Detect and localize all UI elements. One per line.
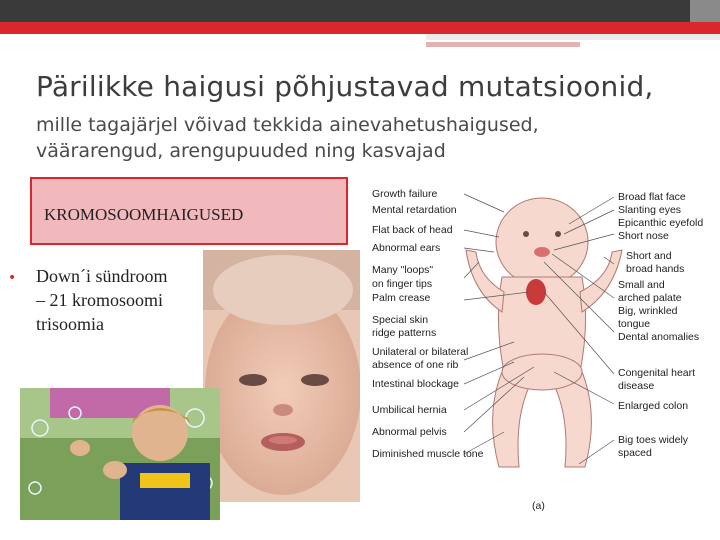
- section-box: [30, 177, 348, 245]
- diagram-label: disease: [618, 380, 655, 392]
- section-box-label: KROMOSOOMHAIGUSED: [44, 205, 244, 224]
- diagram-label: Unilateral or bilateral: [372, 346, 469, 358]
- diagram-label: Growth failure: [372, 188, 438, 200]
- diagram-label: Many "loops": [372, 264, 434, 276]
- diagram-label: Special skin: [372, 314, 429, 326]
- bullet-line: – 21 kromosoomi: [36, 290, 164, 310]
- bullet-icon: •: [8, 270, 17, 286]
- slide-title: Pärilikke haigusi põhjustavad mutatsioonid,: [36, 70, 654, 103]
- diagram-label: Congenital heart: [618, 367, 696, 379]
- diagram-label: Umbilical hernia: [372, 404, 447, 416]
- bullet-text: [36, 264, 206, 336]
- diagram-label: Short and: [626, 250, 672, 262]
- decorative-line-pink: [426, 42, 580, 47]
- diagram-label: Small and: [618, 279, 665, 291]
- diagram-label: Flat back of head: [372, 224, 453, 236]
- diagram-label: Diminished muscle tone: [372, 448, 484, 460]
- infant-face-photo: [203, 250, 360, 502]
- diagram-label: Short nose: [618, 230, 669, 242]
- diagram-label: on finger tips: [372, 278, 433, 290]
- diagram-label: Dental anomalies: [618, 331, 700, 343]
- diagram-label: tongue: [618, 318, 651, 330]
- diagram-label: Slanting eyes: [618, 204, 682, 216]
- child-bubbles-photo: [20, 388, 220, 520]
- diagram-label: Mental retardation: [372, 204, 457, 216]
- diagram-label: Big toes widely: [618, 434, 689, 446]
- diagram-label: Enlarged colon: [618, 400, 689, 412]
- slide-subtitle: [36, 112, 539, 164]
- diagram-label: broad hands: [626, 263, 685, 275]
- diagram-label: ridge patterns: [372, 327, 437, 339]
- diagram-label: spaced: [618, 447, 652, 459]
- diagram-label: Intestinal blockage: [372, 378, 459, 390]
- top-bar-accent: [690, 0, 720, 22]
- diagram-caption: (a): [532, 500, 545, 512]
- top-dark-bar: [0, 0, 720, 22]
- red-accent-bar: [0, 22, 720, 34]
- subtitle-line: väärarengud, arengupuuded ning kasvajad: [36, 140, 446, 162]
- diagram-label: Palm crease: [372, 292, 431, 304]
- diagram-label: Big, wrinkled: [618, 305, 678, 317]
- subtitle-line: mille tagajärjel võivad tekkida ainevahetushaigused,: [36, 114, 539, 136]
- bullet-line: trisoomia: [36, 314, 104, 334]
- diagram-label: Abnormal ears: [372, 242, 441, 254]
- diagram-label: arched palate: [618, 292, 682, 304]
- diagram-label: absence of one rib: [372, 359, 459, 371]
- diagram-label: Broad flat face: [618, 191, 686, 203]
- decorative-line: [426, 34, 720, 40]
- bullet-line: Down´i sündroom: [36, 266, 168, 286]
- diagram-label: Abnormal pelvis: [372, 426, 447, 438]
- down-syndrome-diagram: [364, 182, 720, 522]
- diagram-label: Epicanthic eyefold: [618, 217, 704, 229]
